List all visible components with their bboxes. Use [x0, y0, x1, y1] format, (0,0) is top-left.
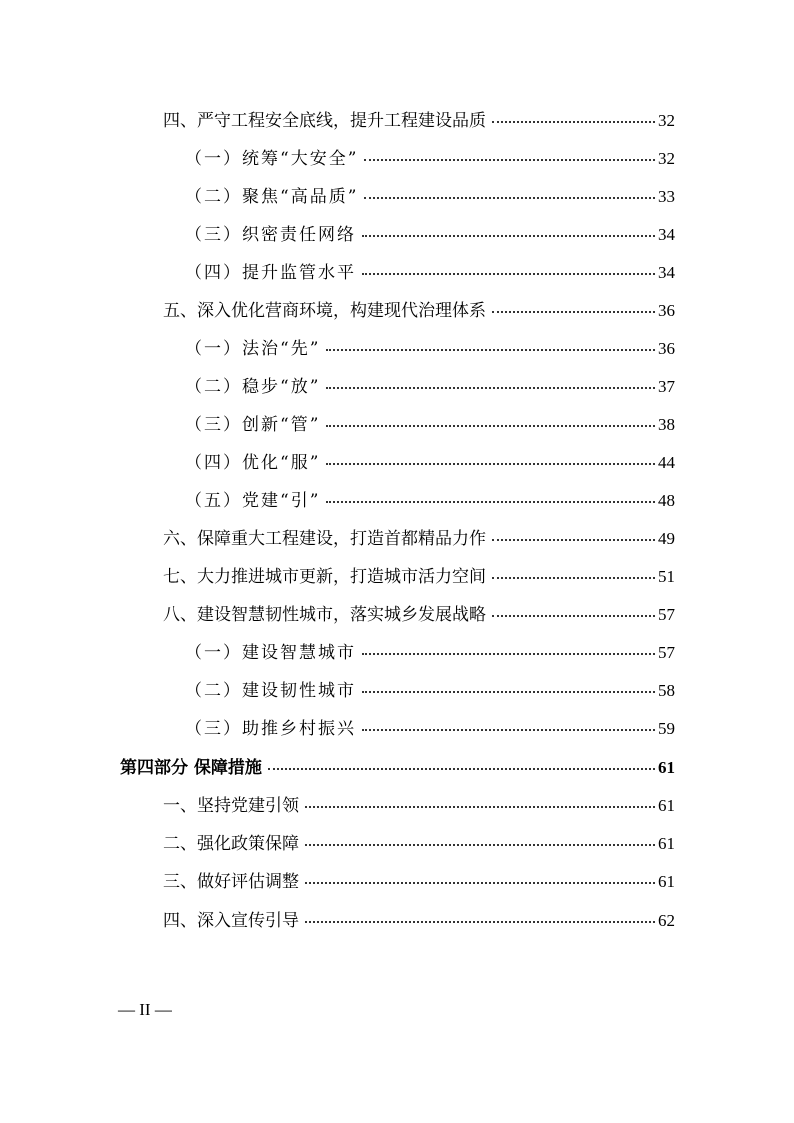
toc-entry-label: 二、强化政策保障 — [163, 834, 299, 854]
toc-entry-label: 六、保障重大工程建设，打造首都精品力作 — [163, 529, 486, 549]
dot-leader — [326, 462, 655, 465]
dot-leader — [364, 196, 655, 199]
toc-entry-page: 57 — [658, 605, 675, 624]
toc-entry — [163, 558, 675, 596]
toc-entry-label: （一）统筹“大安全” — [185, 149, 359, 169]
toc-entry-label: 五、深入优化营商环境，构建现代治理体系 — [163, 301, 486, 321]
dot-leader — [492, 310, 655, 313]
dot-leader — [362, 234, 655, 237]
toc-entry-label: （三）助推乡村振兴 — [185, 719, 356, 739]
dot-leader — [492, 538, 655, 541]
toc-entry — [185, 254, 675, 292]
toc-entry-label: 第四部分 保障措施 — [120, 758, 262, 778]
toc-entry-label: （五）党建“引” — [185, 491, 321, 511]
toc-entry-label: 四、严守工程安全底线，提升工程建设品质 — [163, 111, 486, 131]
toc-entry — [185, 444, 675, 482]
toc-entry — [163, 863, 675, 901]
toc-entry-page: 36 — [658, 339, 675, 358]
toc-entry-label: （二）建设韧性城市 — [185, 681, 356, 701]
page-number: — II — — [118, 1000, 172, 1019]
toc-entry-page: 37 — [658, 377, 675, 396]
dot-leader — [326, 386, 655, 389]
toc-entry — [185, 330, 675, 368]
dot-leader — [268, 767, 655, 770]
toc-entry — [163, 292, 675, 330]
toc-entry — [185, 140, 675, 178]
toc-entry-label: （二）聚焦“高品质” — [185, 187, 359, 207]
dot-leader — [326, 500, 655, 503]
toc-entry-label: （一）法治“先” — [185, 339, 321, 359]
toc-entry-page: 33 — [658, 187, 675, 206]
toc-entry-label: 七、大力推进城市更新，打造城市活力空间 — [163, 567, 486, 587]
dot-leader — [362, 690, 655, 693]
toc-entry-label: （二）稳步“放” — [185, 377, 321, 397]
dot-leader — [492, 120, 655, 123]
toc-entry — [120, 749, 675, 787]
toc-entry-page: 59 — [658, 719, 675, 738]
dot-leader — [305, 881, 655, 884]
dot-leader — [326, 348, 655, 351]
toc-entry — [185, 406, 675, 444]
toc-entry — [163, 902, 675, 940]
toc-entry-label: 八、建设智慧韧性城市，落实城乡发展战略 — [163, 605, 486, 625]
toc-entry-page: 58 — [658, 681, 675, 700]
toc-entry — [163, 787, 675, 825]
toc-entry-page: 62 — [658, 911, 675, 930]
dot-leader — [492, 614, 655, 617]
dot-leader — [362, 272, 655, 275]
dot-leader — [305, 843, 655, 846]
dot-leader — [362, 652, 655, 655]
toc-entry-page: 49 — [658, 529, 675, 548]
toc-entry — [185, 368, 675, 406]
toc-entry-page: 61 — [658, 834, 675, 853]
toc-entry-label: 一、坚持党建引领 — [163, 796, 299, 816]
toc-entry — [185, 634, 675, 672]
toc-entry-label: （三）织密责任网络 — [185, 225, 356, 245]
toc-entry — [163, 825, 675, 863]
toc-entry-page: 61 — [658, 796, 675, 815]
toc-entry-page: 44 — [658, 453, 675, 472]
dot-leader — [326, 424, 655, 427]
toc-entry-page: 51 — [658, 567, 675, 586]
toc-entry-page: 34 — [658, 263, 675, 282]
toc-entry-page: 32 — [658, 149, 675, 168]
toc-entry-page: 34 — [658, 225, 675, 244]
toc-entry — [163, 102, 675, 140]
dot-leader — [364, 158, 655, 161]
toc-entry — [163, 596, 675, 634]
toc-entry-page: 61 — [658, 872, 675, 891]
toc-entry-page: 32 — [658, 111, 675, 130]
toc-entry-page: 57 — [658, 643, 675, 662]
toc-entry — [185, 482, 675, 520]
toc-entry-page: 48 — [658, 491, 675, 510]
dot-leader — [362, 728, 655, 731]
toc-entry-label: （四）优化“服” — [185, 453, 321, 473]
dot-leader — [305, 920, 655, 923]
toc-entry-page: 61 — [658, 758, 675, 777]
toc-entry-label: 三、做好评估调整 — [163, 872, 299, 892]
toc-entry-label: 四、深入宣传引导 — [163, 911, 299, 931]
toc-entry — [185, 178, 675, 216]
toc-entry-page: 38 — [658, 415, 675, 434]
toc-entry-label: （一）建设智慧城市 — [185, 643, 356, 663]
dot-leader — [492, 576, 655, 579]
toc-entry — [185, 710, 675, 748]
dot-leader — [305, 805, 655, 808]
toc-entry-label: （四）提升监管水平 — [185, 263, 356, 283]
toc-entry-label: （三）创新“管” — [185, 415, 321, 435]
toc-entry-page: 36 — [658, 301, 675, 320]
toc-entry — [185, 672, 675, 710]
toc-entry — [163, 520, 675, 558]
toc-entry — [185, 216, 675, 254]
